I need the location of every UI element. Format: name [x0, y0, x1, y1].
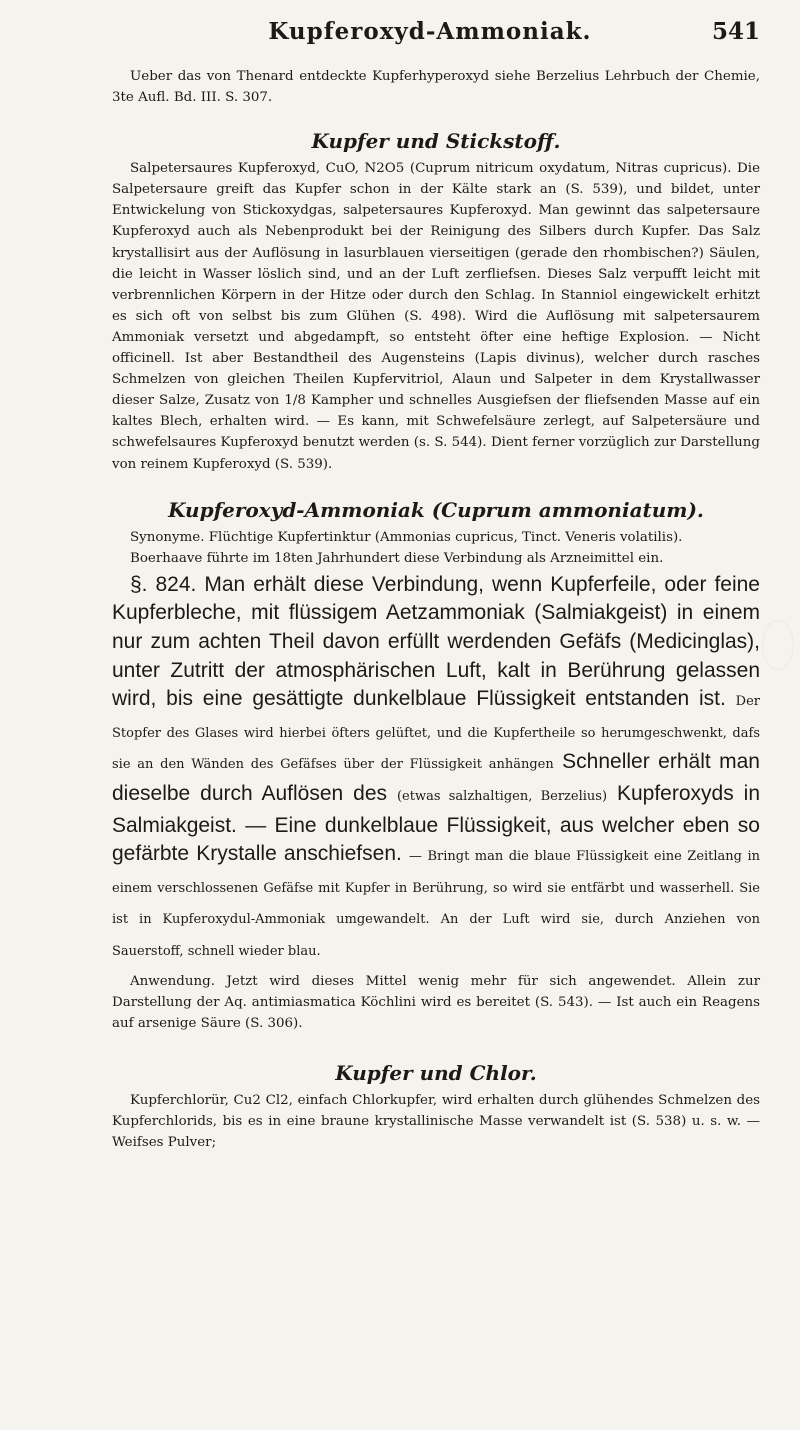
paragraph-boerhaave: Boerhaave führte im 18ten Jahrhundert diese Verbindung als Arzneimittel ein.: [130, 550, 664, 566]
section-824-main-text-b: Schneller erhält man dieselbe durch Auflösen des: [112, 750, 760, 805]
section-824-note-a: Der Stopfer des Glases wird hierbei öfters gelüftet, und die Kupfertheile so herumgeschwenkt, dafs sie an den Wänden des Gefäfses über der Flüssigkeit anhängen: [112, 694, 760, 773]
intro-paragraph: Ueber das von Thenard entdeckte Kupferhyperoxyd siehe Berzelius Lehrbuch der Chemie, 3te Aufl. Bd. III. S. 307.: [112, 69, 760, 106]
section-heading-kupfer-chlor: Kupfer und Chlor.: [335, 1060, 537, 1085]
page-header: [100, 10, 760, 54]
paragraph-synonyme: Synonyme. Flüchtige Kupfertinktur (Ammonias cupricus, Tinct. Veneris volatilis).: [130, 529, 683, 545]
section-heading-kupferoxyd-ammoniak: Kupferoxyd-Ammoniak (Cuprum ammoniatum).: [168, 497, 704, 522]
page-number: 541: [711, 18, 760, 45]
section-824-main-text-c: Kupferoxyds in Salmiakgeist. — Eine dunkelblaue Flüssigkeit, aus welcher eben so gefärbte Krystalle anschiefsen.: [112, 781, 760, 866]
paragraph-salpetersaures-kupferoxyd: Salpetersaures Kupferoxyd, CuO, N2O5 (Cuprum nitricum oxydatum, Nitras cupricus). Die Salpetersaure greift das Kupfer schon in der Kälte stark an (S. 539), und bildet, unter Entwickelung von Stickoxydgas, salpetersaures Kupferoxyd. Man gewinnt das salpetersaure Kupferoxyd auch als Nebenprodukt bei der Reinigung des Silbers durch Kupfer. Das Salz krystallisirt aus der Auflösung in lasurblauen vierseitigen (gerade den rhombischen?) Säulen, die leicht in Wasser löslich sind, und an der Luft zerfliefsen. Dieses Salz verpufft leicht mit verbrennlichen Körpern in der Hitze oder durch den Schlag. In Stanniol eingewickelt erhitzt es sich oft von selbst bis zum Glühen (S. 498). Wird die Auflösung mit salpetersaurem Ammoniak versetzt und abgedampft, so entsteht öfter eine heftige Explosion. — Nicht officinell. Ist aber Bestandtheil des Augensteins (Lapis divinus), welcher durch rasches Schmelzen von gleichen Theilen Kupfervitriol, Alaun und Salpeter in dem Krystallwasser dieser Salze, Zusatz von 1/8 Kampher und schnelles Ausgiefsen der fliefsenden Masse auf ein kaltes Blech, erhalten wird. — Es kann, mit Schwefelsäure zerlegt, auf Salpetersäure und schwefelsaures Kupferoxyd benutzt werden (s. S. 544). Dient ferner vorzüglich zur Darstellung von reinem Kupferoxyd (S. 539).: [112, 161, 760, 472]
section-heading-kupfer-stickstoff: Kupfer und Stickstoff.: [311, 129, 561, 154]
section-824-note-b: (etwas salzhaltigen, Berzelius): [396, 788, 608, 804]
paragraph-kupferchlorur: Kupferchlorür, Cu2 Cl2, einfach Chlorkupfer, wird erhalten durch glühendes Schmelzen des Kupferchlorids, bis es in eine braune krystallinische Masse verwandelt ist (S. 538) u. s. w. — Weifses Pulver;: [112, 1092, 760, 1150]
paragraph-anwendung: Anwendung. Jetzt wird dieses Mittel wenig mehr für sich angewendet. Allein zur Darstellung der Aq. antimiasmatica Köchlini wird es bereitet (S. 543). — Ist auch ein Reagens auf arsenige Säure (S. 306).: [112, 973, 760, 1031]
paragraph-section-824: [112, 571, 760, 967]
paper-stain: [762, 620, 794, 670]
page-body: [112, 66, 760, 1153]
running-title: Kupferoxyd-Ammoniak.: [268, 18, 592, 45]
section-824-note-c: — Bringt man die blaue Flüssigkeit eine Zeitlang in einem verschlossenen Gefäfse mit Kupfer in Berührung, so wird sie entfärbt und wasserhell. Sie ist in Kupferoxydul-Ammoniak umgewandelt. An der Luft wird sie, durch Anziehen von Sauerstoff, schnell wieder blau.: [112, 849, 760, 959]
section-824-main-text: §. 824. Man erhält diese Verbindung, wenn Kupferfeile, oder feine Kupferbleche, mit flüssigem Aetzammoniak (Salmiakgeist) in einem nur zum achten Theil davon erfüllt werdenden Gefäfs (Medicinglas), unter Zutritt der atmosphärischen Luft, kalt in Berührung gelassen wird, bis eine gesättigte dunkelblaue Flüssigkeit entstanden ist.: [112, 572, 760, 711]
